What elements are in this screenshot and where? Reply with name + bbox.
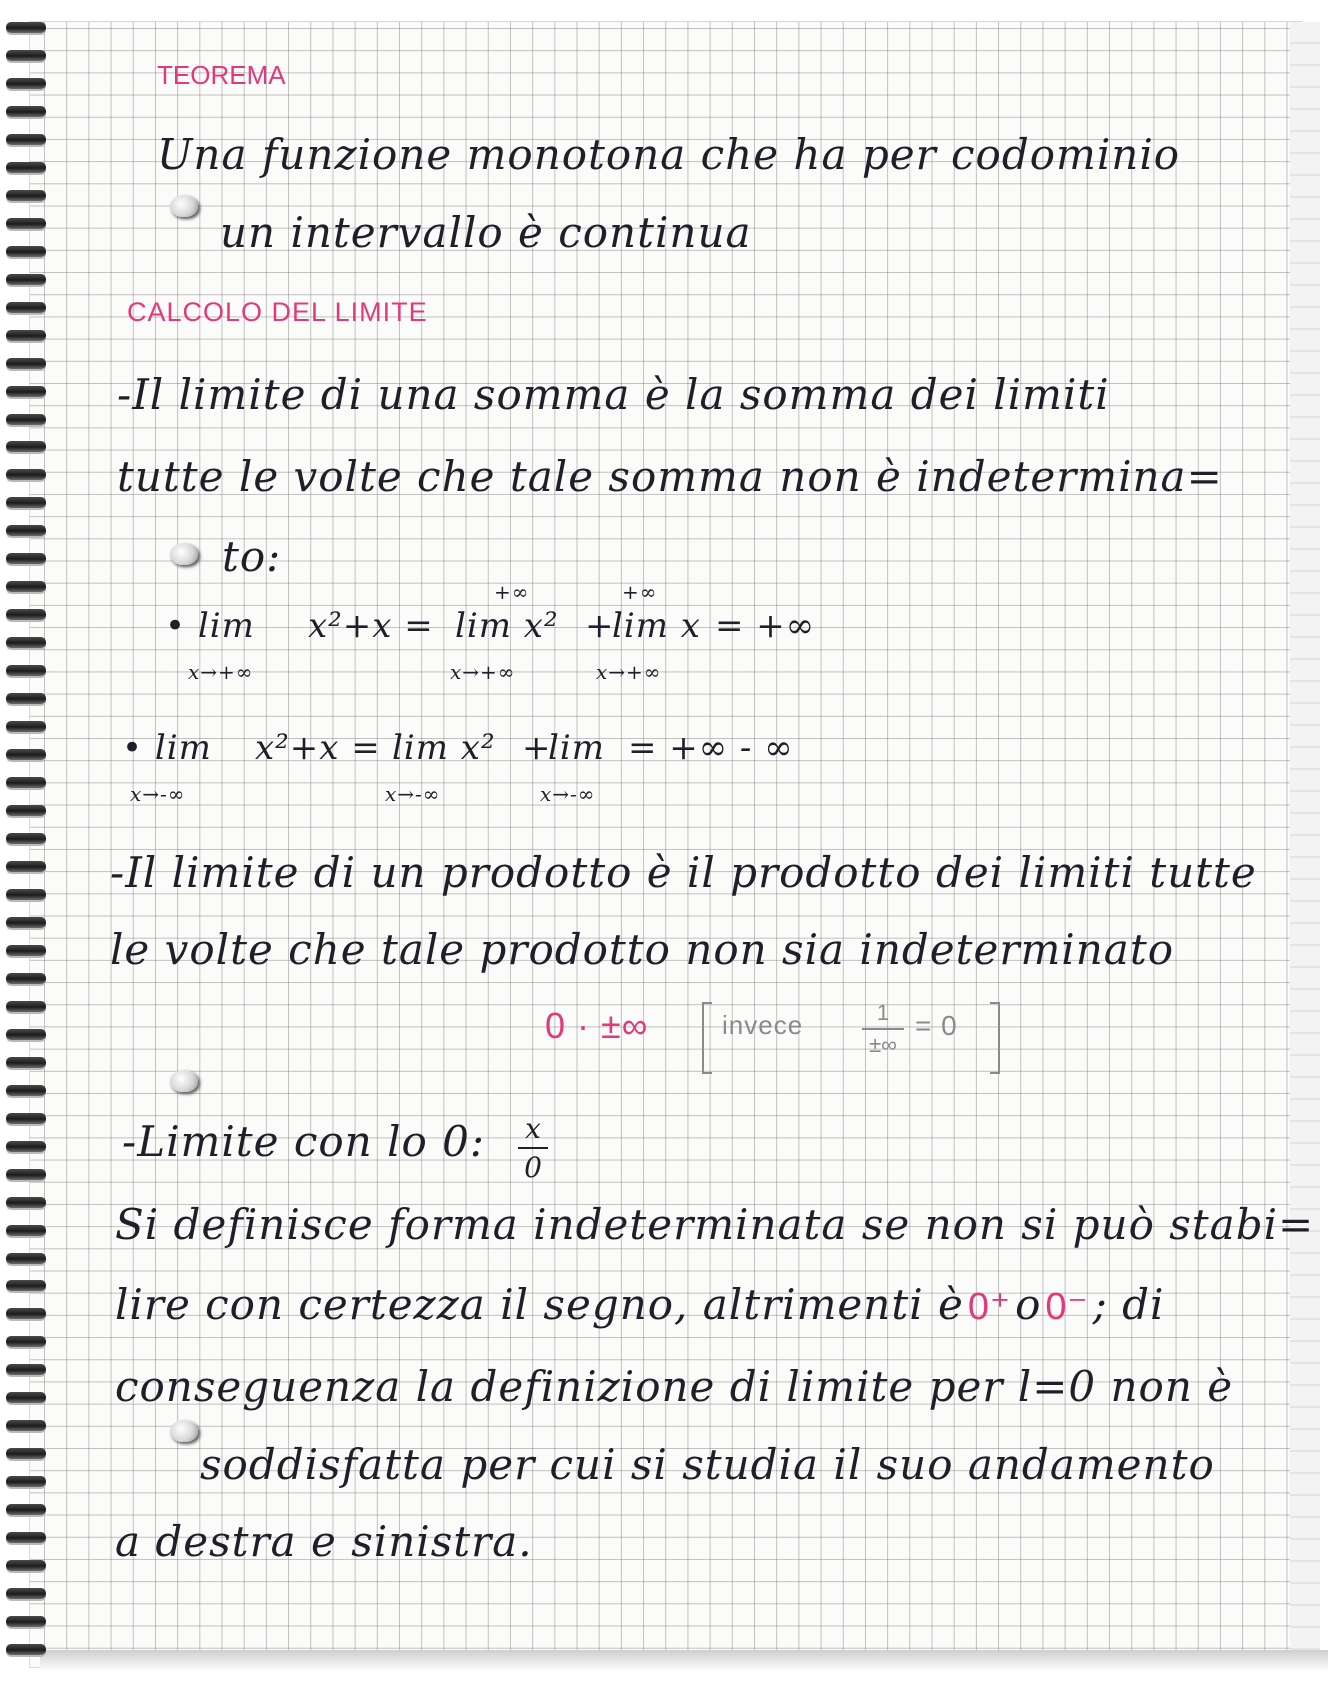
- example2-sub-2: x→-∞: [385, 782, 441, 806]
- spiral-ring: [6, 162, 46, 173]
- punch-hole: [170, 195, 198, 217]
- spiral-ring: [6, 1029, 46, 1040]
- definition-or: o: [1015, 1280, 1042, 1329]
- spiral-ring: [6, 1364, 46, 1375]
- spiral-ring: [6, 1280, 46, 1291]
- spiral-ring: [6, 274, 46, 285]
- spiral-binding: [0, 18, 48, 1668]
- spiral-ring: [6, 1392, 46, 1403]
- spiral-ring: [6, 1420, 46, 1431]
- product-rule-line-2: le volte che tale prodotto non sia indeterminato: [110, 925, 1174, 974]
- product-rule-line-1: -Il limite di un prodotto è il prodotto dei limiti tutte: [110, 848, 1257, 897]
- example1-over-1: +∞: [494, 580, 530, 604]
- spiral-ring: [6, 945, 46, 956]
- spiral-ring: [6, 1113, 46, 1124]
- spiral-ring: [6, 1504, 46, 1515]
- example2-result: = +∞ - ∞: [628, 728, 794, 768]
- spiral-ring: [6, 1197, 46, 1208]
- spiral-ring: [6, 497, 46, 508]
- spiral-ring: [6, 1253, 46, 1264]
- spiral-ring: [6, 302, 46, 313]
- example1-lim-x: lim x: [612, 606, 701, 646]
- product-note-equals: = 0: [915, 1010, 958, 1041]
- zero-limit-fraction: [518, 1112, 548, 1184]
- theorem-line-1: Una funzione monotona che ha per codominio: [157, 130, 1181, 179]
- spiral-ring: [6, 1169, 46, 1180]
- example1-sub-2: x→+∞: [450, 660, 516, 684]
- example1-lim: • lim: [165, 606, 255, 646]
- spiral-ring: [6, 106, 46, 117]
- sum-rule-line-2: tutte le volte che tale somma non è indetermina=: [117, 452, 1223, 501]
- spiral-ring: [6, 386, 46, 397]
- example1-result: = +∞: [715, 606, 816, 646]
- example2-lim-3: lim: [548, 728, 605, 768]
- right-bracket: [990, 1002, 1000, 1074]
- sum-rule-line-3: to:: [222, 532, 282, 581]
- spiral-ring: [6, 1560, 46, 1571]
- punch-hole: [170, 1070, 198, 1092]
- product-note-denominator: ±∞: [869, 1032, 897, 1057]
- product-note-fraction: [862, 1000, 904, 1058]
- spiral-ring: [6, 1588, 46, 1599]
- sum-rule-line-1: -Il limite di una somma è la somma dei limiti: [117, 370, 1110, 419]
- theorem-line-2: un intervallo è continua: [220, 208, 752, 257]
- spiral-ring: [6, 441, 46, 452]
- example2-sub-3: x→-∞: [540, 782, 596, 806]
- spiral-ring: [6, 190, 46, 201]
- product-note-numerator: 1: [876, 1000, 890, 1025]
- section-heading: CALCOLO DEL LIMITE: [127, 297, 428, 327]
- spiral-ring: [6, 833, 46, 844]
- fraction-bar: [518, 1147, 548, 1149]
- example1-expression: x²+x =: [308, 606, 434, 646]
- spiral-ring: [6, 749, 46, 760]
- example2-sub-1: x→-∞: [130, 782, 186, 806]
- example1-sub-1: x→+∞: [188, 660, 254, 684]
- spiral-ring: [6, 777, 46, 788]
- spiral-ring: [6, 1057, 46, 1068]
- spiral-ring: [6, 665, 46, 676]
- example1-over-2: +∞: [622, 580, 658, 604]
- example2-expression: x²+x =: [255, 728, 381, 768]
- spiral-ring: [6, 1532, 46, 1543]
- spiral-ring: [6, 50, 46, 61]
- spiral-ring: [6, 889, 46, 900]
- definition-line-2: [115, 1280, 1164, 1329]
- zero-minus: 0⁻: [1045, 1286, 1089, 1328]
- spiral-ring: [6, 1336, 46, 1347]
- spiral-ring: [6, 1308, 46, 1319]
- fraction-bar: [862, 1028, 904, 1030]
- spiral-ring: [6, 917, 46, 928]
- definition-line-4: soddisfatta per cui si studia il suo andamento: [200, 1440, 1215, 1489]
- spiral-ring: [6, 414, 46, 425]
- punch-hole: [170, 543, 198, 565]
- spiral-ring: [6, 693, 46, 704]
- spiral-ring: [6, 469, 46, 480]
- example2-plus: +: [522, 728, 552, 768]
- spiral-ring: [6, 525, 46, 536]
- definition-line-5: a destra e sinistra.: [115, 1517, 533, 1566]
- example2-lim-x-squared: lim x²: [392, 728, 496, 768]
- spiral-ring: [6, 553, 46, 564]
- spiral-ring: [6, 637, 46, 648]
- definition-line-1: Si definisce forma indeterminata se non si può stabi=: [115, 1200, 1315, 1249]
- spiral-ring: [6, 134, 46, 145]
- page-bottom-shadow: [40, 1650, 1328, 1672]
- spiral-ring: [6, 1001, 46, 1012]
- spiral-ring: [6, 861, 46, 872]
- spiral-ring: [6, 218, 46, 229]
- example1-sub-3: x→+∞: [596, 660, 662, 684]
- example1-lim-x-squared: lim x²: [455, 606, 559, 646]
- spiral-ring: [6, 1085, 46, 1096]
- spiral-ring: [6, 78, 46, 89]
- spiral-ring: [6, 1616, 46, 1627]
- spiral-ring: [6, 581, 46, 592]
- zero-limit-numerator: x: [525, 1112, 541, 1145]
- spiral-ring: [6, 1141, 46, 1152]
- spiral-ring: [6, 330, 46, 341]
- left-bracket: [702, 1002, 712, 1074]
- definition-line-3: conseguenza la definizione di limite per l=0 non è: [115, 1362, 1234, 1411]
- spiral-ring: [6, 609, 46, 620]
- spiral-ring: [6, 358, 46, 369]
- punch-hole: [170, 1420, 198, 1442]
- product-indeterminate-form: 0 · ±∞: [545, 1005, 649, 1046]
- spiral-ring: [6, 1225, 46, 1236]
- page-stack-edge: [1290, 22, 1320, 1667]
- zero-plus: 0⁺: [967, 1286, 1012, 1328]
- spiral-ring: [6, 1644, 46, 1655]
- definition-line-2-text: lire con certezza il segno, altrimenti è: [115, 1280, 964, 1329]
- spiral-ring: [6, 721, 46, 732]
- zero-limit-denominator: 0: [524, 1151, 542, 1184]
- zero-limit-label: -Limite con lo 0:: [122, 1117, 486, 1166]
- spiral-ring: [6, 973, 46, 984]
- spiral-ring: [6, 805, 46, 816]
- example2-lim: • lim: [122, 728, 212, 768]
- example1-plus: +: [585, 606, 615, 646]
- spiral-ring: [6, 246, 46, 257]
- spiral-ring: [6, 22, 46, 33]
- product-note-word: invece: [722, 1010, 804, 1040]
- graph-paper-sheet: [30, 22, 1302, 1667]
- theorem-heading: TEOREMA: [157, 60, 286, 90]
- definition-line-2-end: ; di: [1092, 1280, 1165, 1329]
- spiral-ring: [6, 1476, 46, 1487]
- spiral-ring: [6, 1448, 46, 1459]
